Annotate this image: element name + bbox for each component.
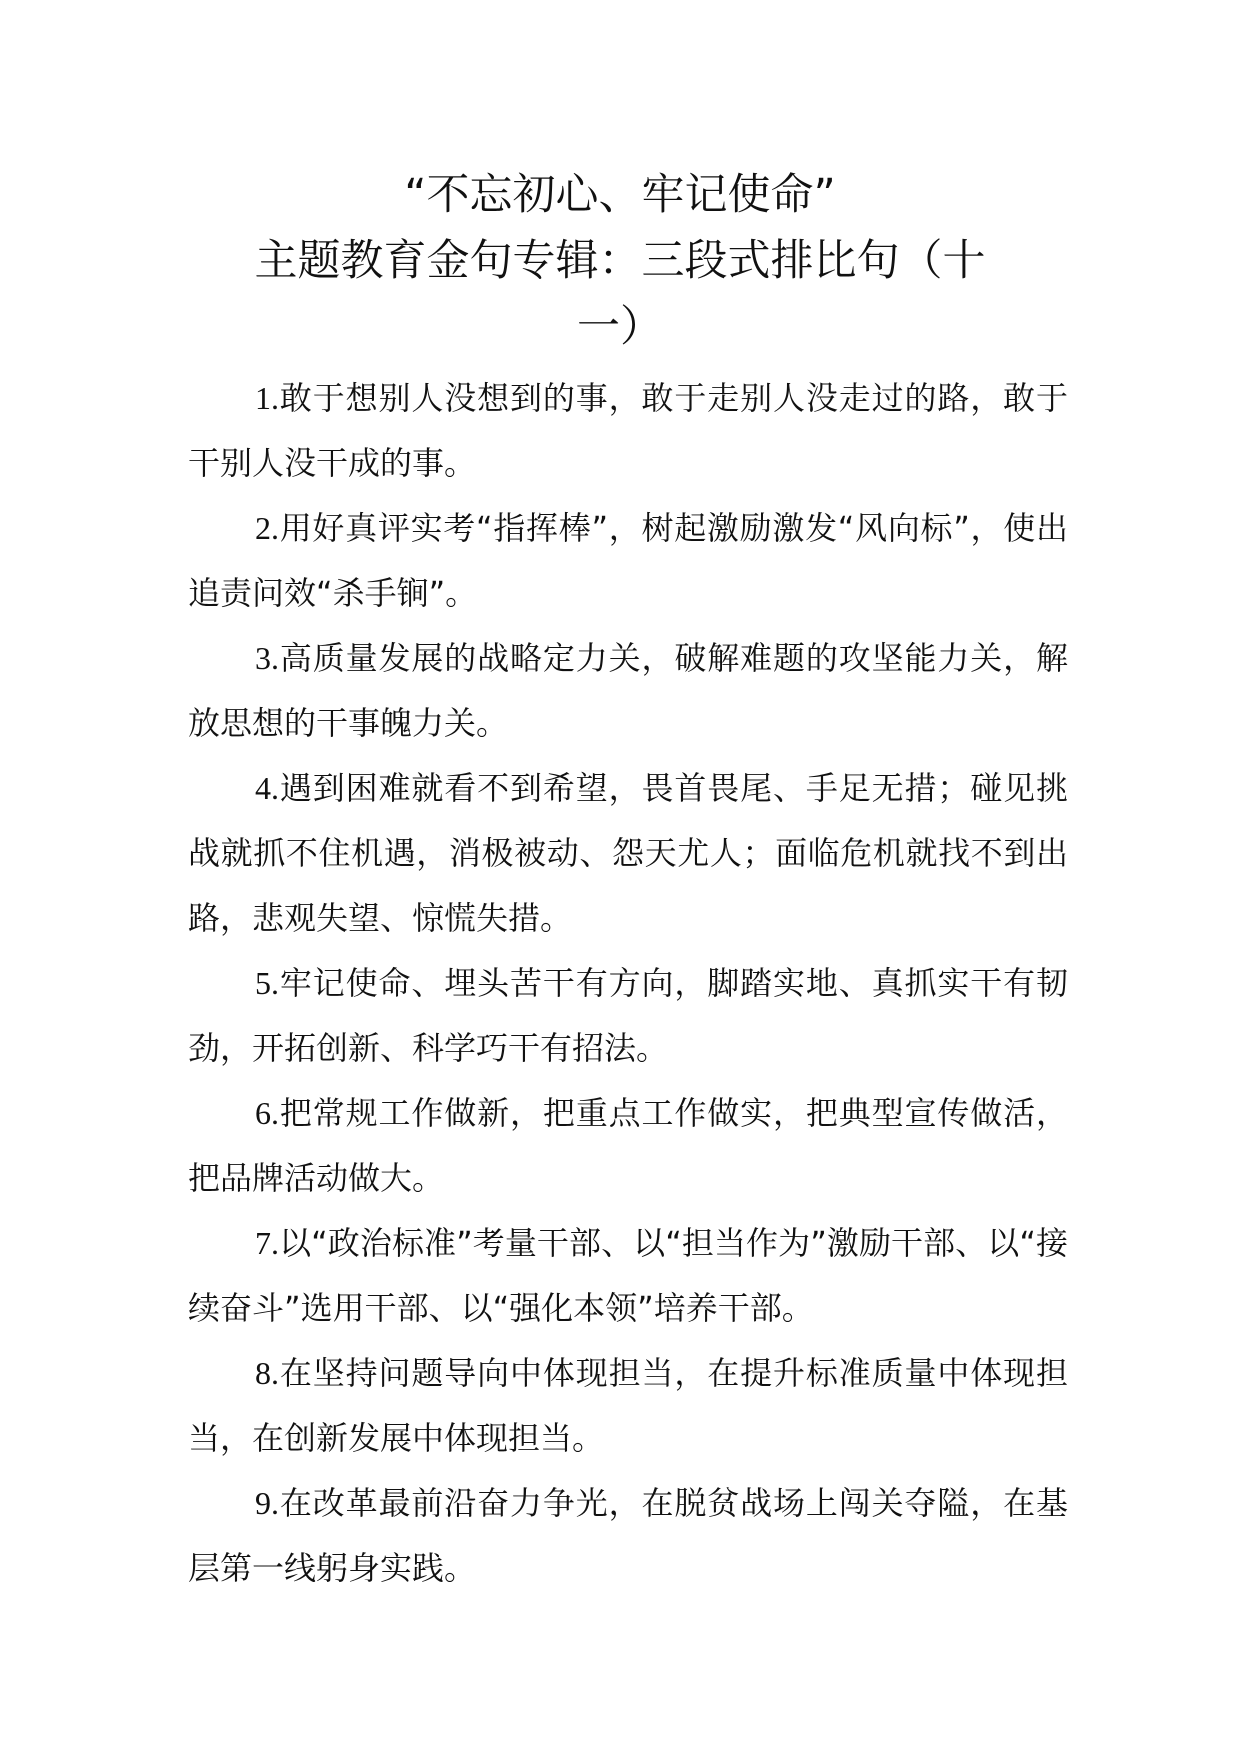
item-text: 在坚持问题导向中体现担当，在提升标准质量中体现担当，在创新发展中体现担当。 [188, 1354, 1068, 1457]
item-text: 敢于想别人没想到的事，敢于走别人没走过的路，敢于干别人没干成的事。 [188, 379, 1068, 482]
item-text: 以“政治标准”考量干部、以“担当作为”激励干部、以“接续奋斗”选用干部、以“强化本领”培养干部。 [188, 1224, 1068, 1327]
list-item [188, 1471, 1068, 1601]
title-line-1: “不忘初心、牢记使命” [404, 170, 836, 220]
document-title [150, 162, 1090, 360]
list-item [188, 1211, 1068, 1341]
item-text: 高质量发展的战略定力关，破解难题的攻坚能力关，解放思想的干事魄力关。 [188, 639, 1068, 742]
item-text: 把常规工作做新，把重点工作做实，把典型宣传做活，把品牌活动做大。 [188, 1094, 1068, 1197]
item-number: 4. [255, 770, 279, 806]
list-item [188, 366, 1068, 496]
item-number: 1. [255, 380, 279, 416]
list-item [188, 1341, 1068, 1471]
list-item [188, 626, 1068, 756]
item-text: 用好真评实考“指挥棒”，树起激励激发“风向标”，使出追责问效“杀手锏”。 [188, 509, 1068, 612]
title-line-3: 一） [577, 302, 663, 352]
document-body [188, 366, 1068, 1601]
list-item [188, 496, 1068, 626]
item-number: 2. [255, 510, 279, 546]
item-number: 5. [255, 965, 279, 1001]
item-text: 牢记使命、埋头苦干有方向，脚踏实地、真抓实干有韧劲，开拓创新、科学巧干有招法。 [188, 964, 1068, 1067]
item-number: 8. [255, 1355, 279, 1391]
list-item [188, 1081, 1068, 1211]
title-line-2: 主题教育金句专辑：三段式排比句（十 [254, 236, 986, 286]
item-text: 在改革最前沿奋力争光，在脱贫战场上闯关夺隘，在基层第一线躬身实践。 [188, 1484, 1068, 1587]
list-item [188, 951, 1068, 1081]
item-text: 遇到困难就看不到希望，畏首畏尾、手足无措；碰见挑战就抓不住机遇，消极被动、怨天尤人；面临危机就找不到出路，悲观失望、惊慌失措。 [188, 769, 1068, 937]
item-number: 9. [255, 1485, 279, 1521]
item-number: 6. [255, 1095, 279, 1131]
list-item [188, 756, 1068, 951]
item-number: 7. [255, 1225, 279, 1261]
item-number: 3. [255, 640, 279, 676]
